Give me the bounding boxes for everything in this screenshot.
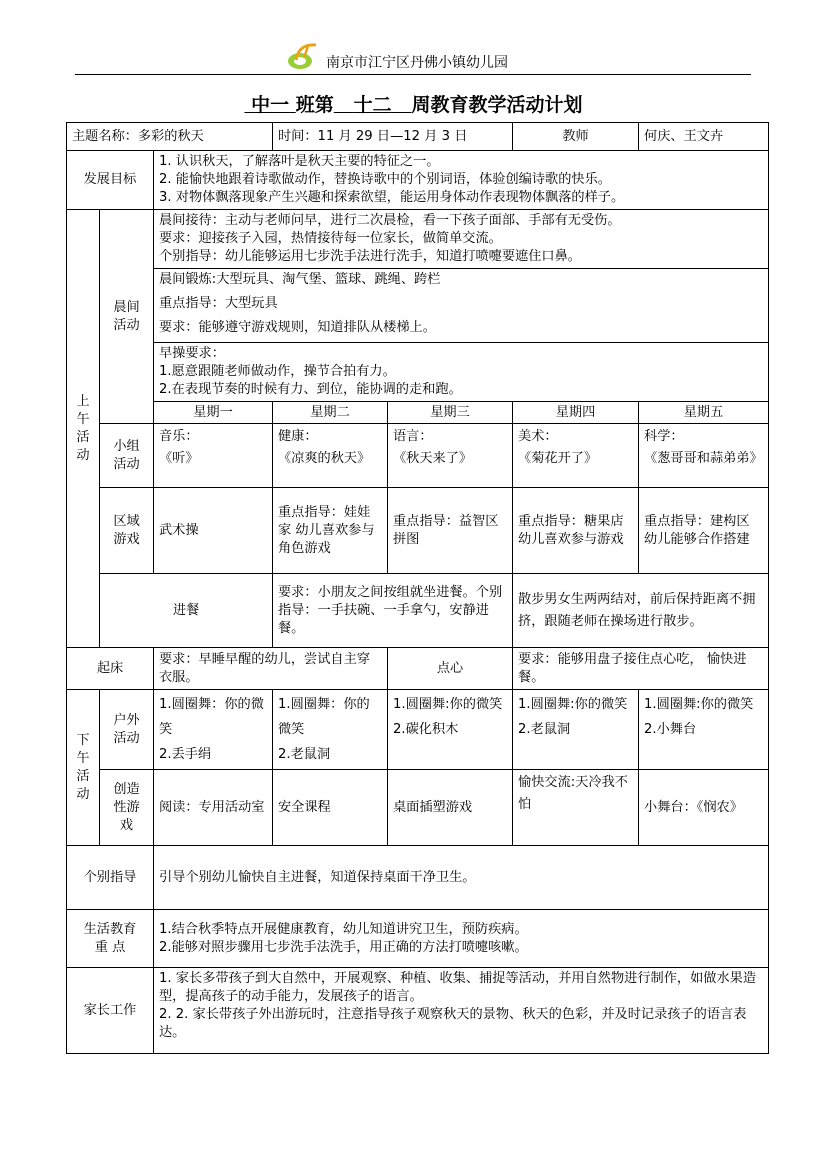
afternoon-section-label bbox=[67, 690, 100, 846]
theme-cell: 主题名称：多彩的秋天 bbox=[67, 123, 273, 151]
creative-label-text: 创造 性游 戏 bbox=[113, 781, 140, 833]
life-education-row bbox=[67, 910, 769, 968]
title-part2: 周教育教学活动计划 bbox=[411, 94, 583, 116]
group-activity-cell bbox=[639, 424, 769, 488]
weekday-tuesday: 星期二 bbox=[273, 402, 388, 424]
outdoor-activity: 2.碳化积木 bbox=[393, 722, 459, 737]
weekday-wednesday: 星期三 bbox=[388, 402, 513, 424]
group-topic: 《凉爽的秋天》 bbox=[278, 451, 371, 466]
creative-game-cell: 桌面插塑游戏 bbox=[388, 770, 513, 846]
weekday-friday: 星期五 bbox=[639, 402, 769, 424]
area-game-cell: 重点指导：娃娃家 幼儿喜欢参与角色游戏 bbox=[273, 488, 388, 574]
teacher-label: 教师 bbox=[513, 123, 639, 151]
group-label-text: 小组 活动 bbox=[113, 438, 140, 472]
wake-row bbox=[67, 648, 769, 690]
group-subject: 音乐： bbox=[159, 429, 199, 444]
exercise-row bbox=[67, 269, 769, 343]
area-game-label bbox=[100, 488, 154, 574]
group-subject: 科学： bbox=[644, 429, 684, 444]
school-name: 南京市江宁区丹佛小镇幼儿园 bbox=[326, 55, 508, 71]
outdoor-row bbox=[67, 690, 769, 770]
group-activity-cell bbox=[513, 424, 639, 488]
outdoor-activity: 1.圆圈舞：你的微笑 bbox=[159, 697, 264, 737]
time-cell: 时间：11 月 29 日—12 月 3 日 bbox=[273, 123, 513, 151]
school-logo-icon bbox=[286, 42, 320, 70]
exercise-line: 晨间锻炼:大型玩具、淘气堡、篮球、跳绳、跨栏 bbox=[159, 272, 441, 287]
group-topic: 《菊花开了》 bbox=[518, 451, 598, 466]
drill-content bbox=[154, 343, 769, 402]
teacher-names: 何庆、王文卉 bbox=[639, 123, 769, 151]
area-game-cell: 重点指导：糖果店 幼儿喜欢参与游戏 bbox=[513, 488, 639, 574]
outdoor-activity: 1.圆圈舞:你的微笑 bbox=[393, 697, 503, 712]
group-activity-cell bbox=[273, 424, 388, 488]
outdoor-label bbox=[100, 690, 154, 770]
outdoor-activity: 1.圆圈舞:你的微笑 bbox=[644, 697, 754, 712]
group-activity-cell bbox=[154, 424, 273, 488]
meal-label: 进餐 bbox=[100, 574, 273, 648]
reception-content bbox=[154, 210, 769, 269]
group-topic: 《秋天来了》 bbox=[393, 451, 473, 466]
outdoor-label-text: 户外 活动 bbox=[113, 712, 140, 746]
outdoor-activity: 1.圆圈舞:你的微笑 bbox=[518, 697, 628, 712]
life-education-content bbox=[154, 910, 769, 968]
outdoor-cell bbox=[388, 690, 513, 770]
afternoon-label-text: 下 午 活 动 bbox=[76, 732, 90, 802]
reception-line: 晨间接待：主动与老师问早，进行二次晨检，看一下孩子面部、手部有无受伤。 bbox=[159, 213, 621, 228]
parent-item: 2. 2. 家长带孩子外出游玩时，注意指导孩子观察秋天的景物、秋天的色彩，并及时记录孩子的语言表达。 bbox=[159, 1007, 747, 1040]
header-divider bbox=[75, 74, 751, 75]
group-topic: 《葱哥哥和蒜弟弟》 bbox=[644, 451, 763, 466]
snack-label: 点心 bbox=[388, 648, 513, 690]
outdoor-cell bbox=[273, 690, 388, 770]
drill-row bbox=[67, 343, 769, 402]
morning-label-text: 上 午 活 动 bbox=[76, 393, 90, 463]
title-class-name: 中一 bbox=[251, 94, 290, 116]
morning-section-label bbox=[67, 210, 100, 648]
chenjian-label bbox=[100, 210, 154, 424]
walk-requirement: 散步男女生两两结对，前后保持距离不拥挤，跟随老师在操场进行散步。 bbox=[513, 574, 769, 648]
area-label-text: 区域 游戏 bbox=[113, 513, 140, 547]
wake-requirement: 要求：早睡早醒的幼儿，尝试自主穿衣服。 bbox=[154, 648, 388, 690]
drill-line: 早操要求： bbox=[159, 346, 225, 361]
goals-row bbox=[67, 151, 769, 210]
group-subject: 健康： bbox=[278, 429, 318, 444]
creative-game-cell: 小舞台：《悯农》 bbox=[639, 770, 769, 846]
individual-row bbox=[67, 846, 769, 910]
area-game-row bbox=[67, 488, 769, 574]
outdoor-activity: 1.圆圈舞：你的微笑 bbox=[278, 697, 370, 737]
life-education-label bbox=[67, 910, 154, 968]
outdoor-activity: 2.丢手绢 bbox=[159, 747, 212, 762]
reception-line: 个别指导：幼儿能够运用七步洗手法进行洗手，知道打喷嚏要遮住口鼻。 bbox=[159, 249, 581, 264]
life-label-text: 生活教育 重 点 bbox=[83, 921, 137, 955]
life-item: 2.能够对照步骤用七步洗手法洗手，用正确的方法打喷嚏咳嗽。 bbox=[159, 939, 528, 955]
title-part1: 班第 bbox=[295, 94, 334, 116]
page-header bbox=[0, 36, 827, 76]
snack-requirement: 要求：能够用盘子接住点心吃， 愉快进餐。 bbox=[513, 648, 769, 690]
outdoor-cell bbox=[154, 690, 273, 770]
parent-item: 1. 家长多带孩子到大自然中，开展观察、种植、收集、捕捉等活动，并用自然物进行制作，如做水果造型，提高孩子的动手能力，发展孩子的语言。 bbox=[159, 971, 757, 1004]
title-week-number: 十二 bbox=[353, 94, 392, 116]
weekday-thursday: 星期四 bbox=[513, 402, 639, 424]
plan-title bbox=[0, 90, 827, 117]
weekday-header-row bbox=[67, 402, 769, 424]
individual-content: 引导个别幼儿愉快自主进餐，知道保持桌面干净卫生。 bbox=[154, 846, 769, 910]
group-subject: 语言： bbox=[393, 429, 433, 444]
weekday-monday: 星期一 bbox=[154, 402, 273, 424]
goal-item: 1. 认识秋天，了解落叶是秋天主要的特征之一。 bbox=[159, 154, 440, 169]
individual-label: 个别指导 bbox=[67, 846, 154, 910]
outdoor-activity: 2.小舞台 bbox=[644, 722, 697, 737]
exercise-content bbox=[154, 269, 769, 343]
goals-content bbox=[154, 151, 769, 210]
creative-game-cell: 阅读：专用活动室 bbox=[154, 770, 273, 846]
group-topic: 《听》 bbox=[159, 451, 199, 466]
meal-row bbox=[67, 574, 769, 648]
parent-work-content bbox=[154, 968, 769, 1054]
exercise-line: 要求：能够遵守游戏规则，知道排队从楼梯上。 bbox=[159, 320, 436, 335]
meal-requirement: 要求：小朋友之间按组就坐进餐。个别指导：一手扶碗、一手拿勺，安静进餐。 bbox=[273, 574, 513, 648]
area-game-cell: 重点指导：益智区 拼图 bbox=[388, 488, 513, 574]
info-row bbox=[67, 123, 769, 151]
chenjian-label-text: 晨间 活动 bbox=[113, 299, 140, 333]
weekly-plan-table bbox=[66, 122, 769, 1054]
area-game-cell: 重点指导：建构区 幼儿能够合作搭建 bbox=[639, 488, 769, 574]
parent-work-label: 家长工作 bbox=[67, 968, 154, 1054]
outdoor-activity: 2.老鼠洞 bbox=[518, 722, 571, 737]
outdoor-cell bbox=[513, 690, 639, 770]
parent-work-row bbox=[67, 968, 769, 1054]
group-activity-label bbox=[100, 424, 154, 488]
area-game-cell: 武术操 bbox=[154, 488, 273, 574]
outdoor-activity: 2.老鼠洞 bbox=[278, 747, 331, 762]
goal-item: 3. 对物体飘落现象产生兴趣和探索欲望，能运用身体动作表现物体飘落的样子。 bbox=[159, 190, 625, 205]
outdoor-cell bbox=[639, 690, 769, 770]
creative-game-label bbox=[100, 770, 154, 846]
creative-game-cell: 安全课程 bbox=[273, 770, 388, 846]
group-activity-cell bbox=[388, 424, 513, 488]
group-subject: 美术： bbox=[518, 429, 558, 444]
creative-game-row bbox=[67, 770, 769, 846]
drill-line: 2.在表现节奏的时候有力、到位，能协调的走和跑。 bbox=[159, 382, 462, 397]
reception-row bbox=[67, 210, 769, 269]
reception-line: 要求：迎接孩子入园，热情接待每一位家长，做简单交流。 bbox=[159, 231, 502, 246]
life-item: 1.结合秋季特点开展健康教育，幼儿知道讲究卫生，预防疾病。 bbox=[159, 921, 528, 937]
group-activity-row bbox=[67, 424, 769, 488]
drill-line: 1.愿意跟随老师做动作，操节合拍有力。 bbox=[159, 364, 396, 379]
goals-label: 发展目标 bbox=[67, 151, 154, 210]
goal-item: 2. 能愉快地跟着诗歌做动作，替换诗歌中的个别词语，体验创编诗歌的快乐。 bbox=[159, 172, 611, 187]
exercise-line: 重点指导：大型玩具 bbox=[159, 296, 278, 311]
creative-game-cell: 愉快交流:天冷我不怕 bbox=[513, 770, 639, 846]
wake-label: 起床 bbox=[67, 648, 154, 690]
